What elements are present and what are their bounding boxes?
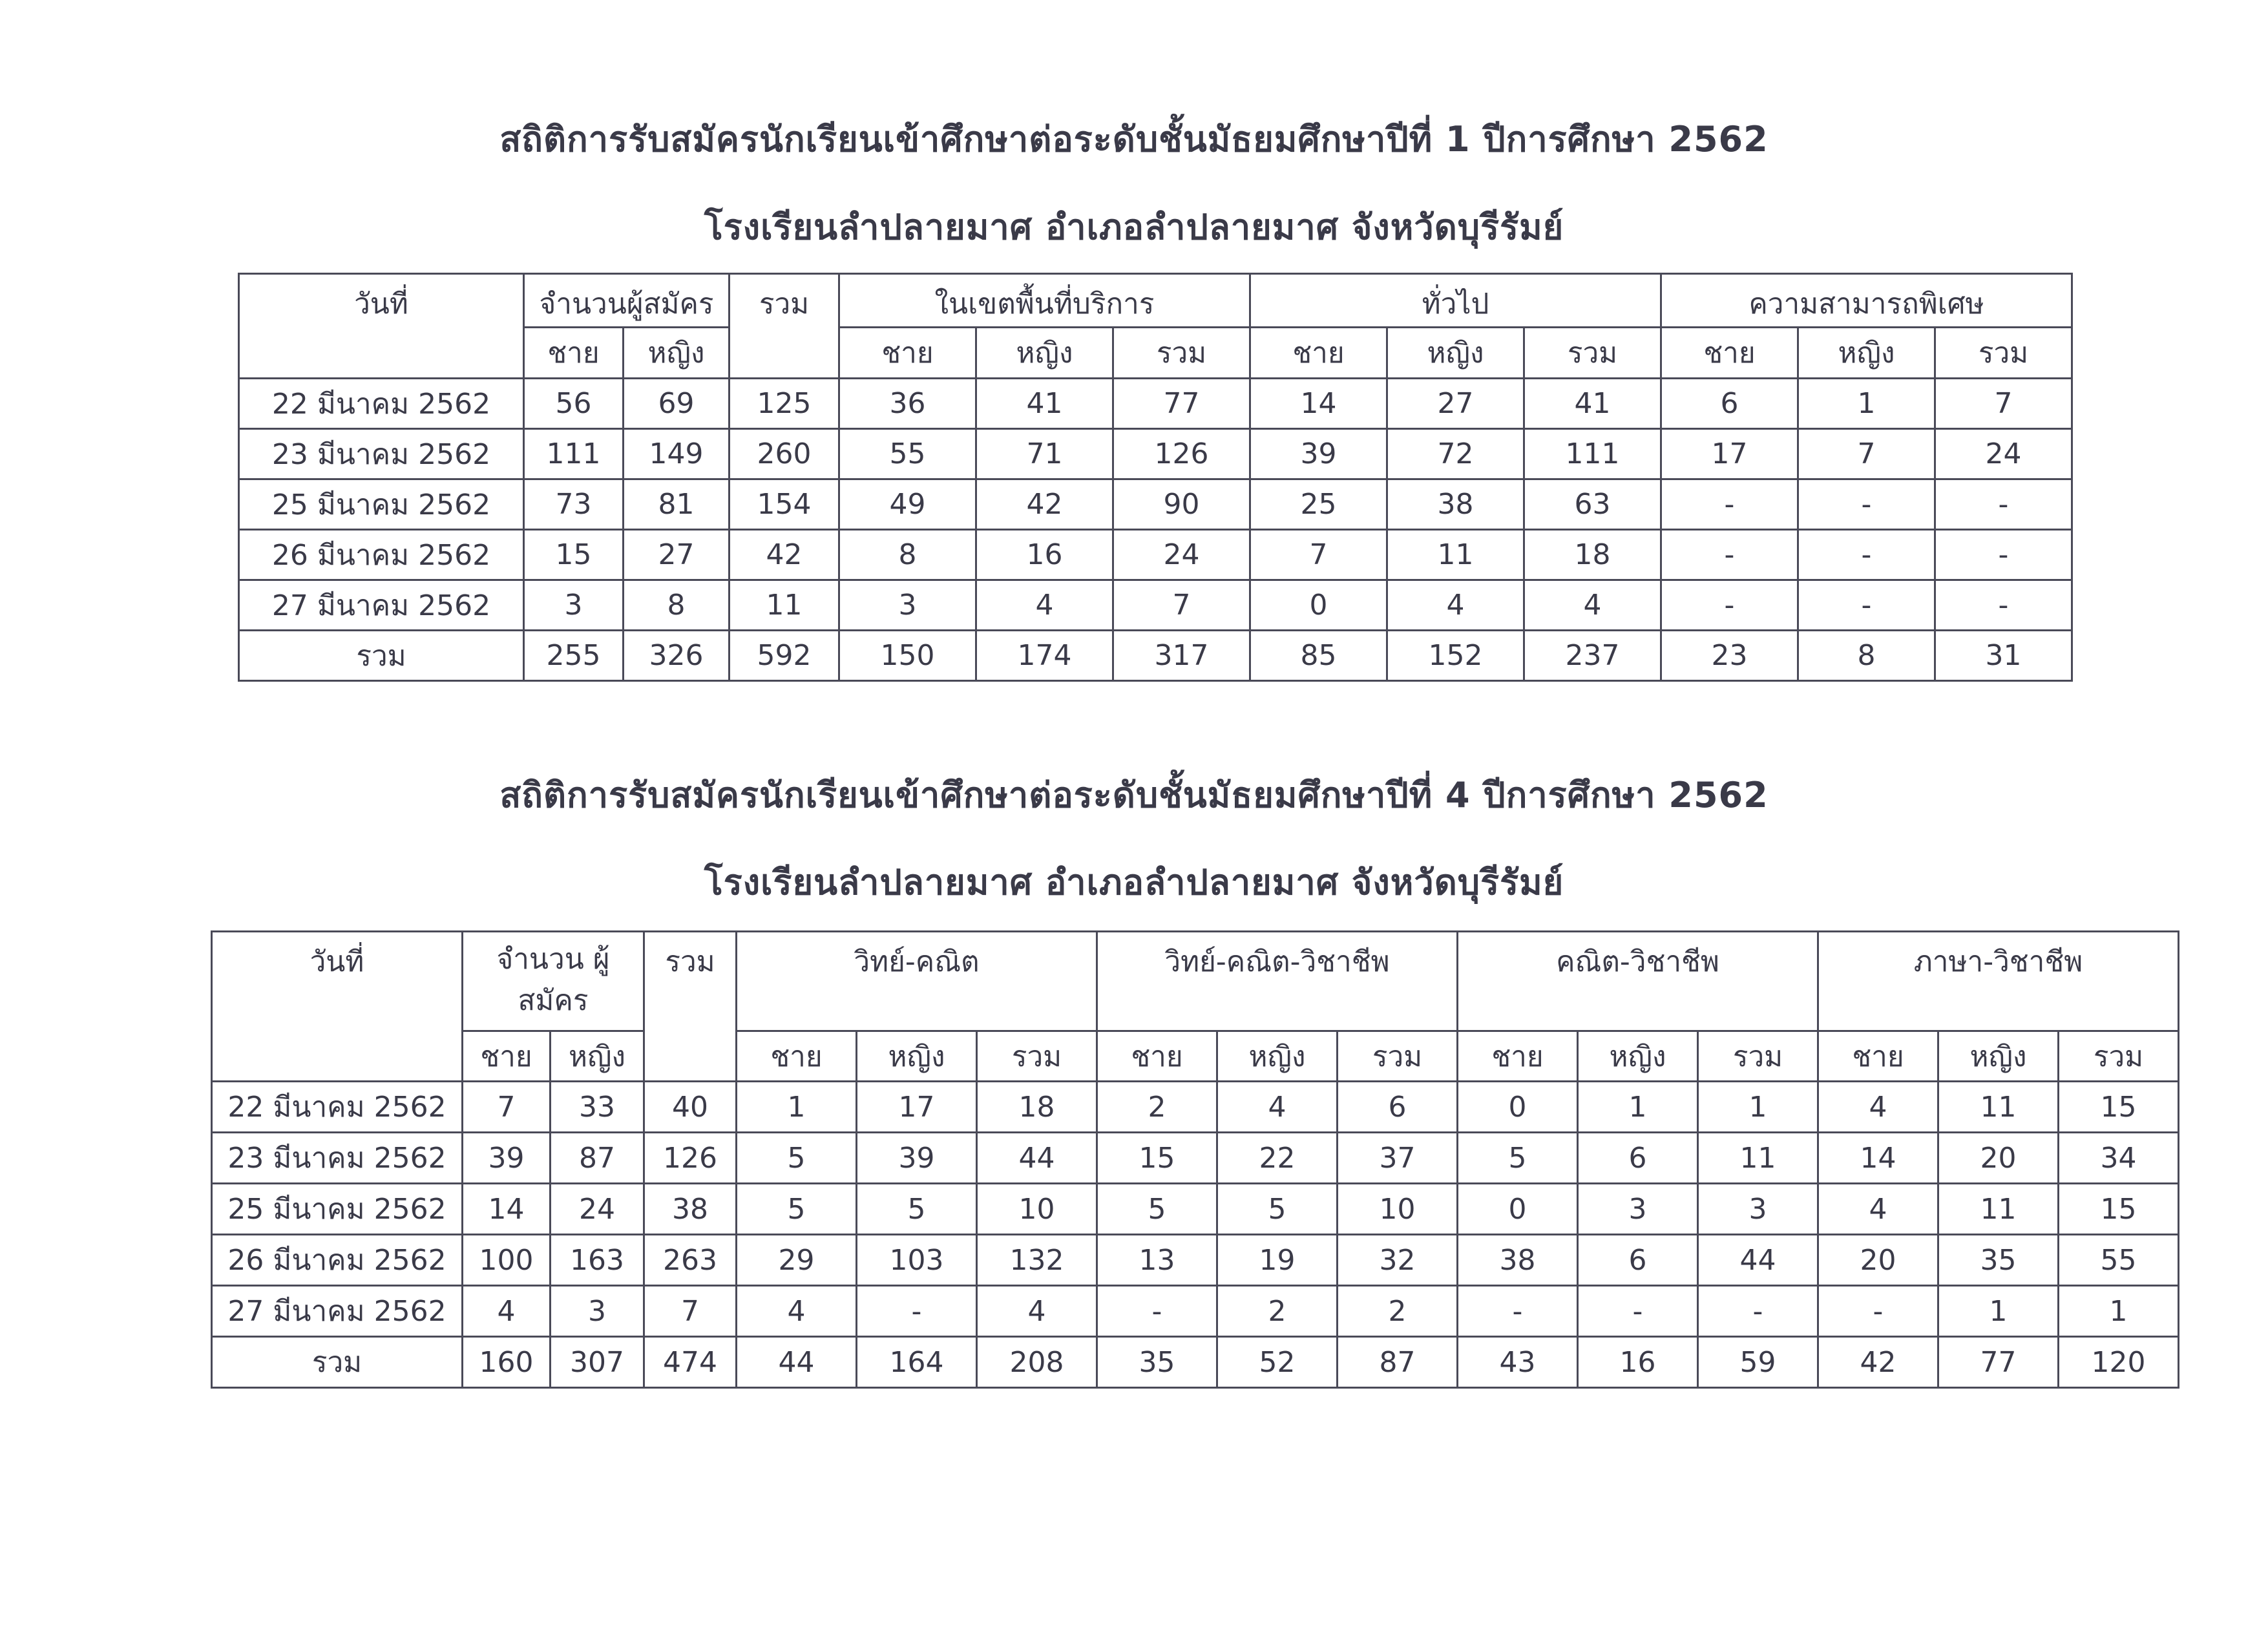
value-cell: 71 (976, 429, 1113, 479)
value-cell: 17 (1661, 429, 1798, 479)
value-cell: 152 (1387, 631, 1524, 681)
value-cell: 36 (839, 379, 976, 429)
value-cell: 11 (1698, 1133, 1818, 1184)
value-cell: 14 (1250, 379, 1387, 429)
header-group-sci-math: วิทย์-คณิต (737, 932, 1097, 1031)
value-cell: 19 (1217, 1235, 1338, 1286)
value-cell: 90 (1113, 479, 1250, 530)
value-cell: 5 (1097, 1184, 1217, 1235)
value-cell: 260 (730, 429, 839, 479)
value-cell: 32 (1338, 1235, 1458, 1286)
header-female: หญิง (1217, 1031, 1338, 1082)
value-cell: 39 (463, 1133, 551, 1184)
value-cell: 1 (1578, 1082, 1698, 1133)
header-sum: รวม (2059, 1031, 2179, 1082)
value-cell: 49 (839, 479, 976, 530)
total-row (212, 1337, 2179, 1388)
value-cell: 44 (1698, 1235, 1818, 1286)
value-cell: 3 (524, 580, 624, 631)
value-cell: - (1661, 580, 1798, 631)
value-cell: 42 (976, 479, 1113, 530)
header-female: หญิง (976, 328, 1113, 379)
header-group-special-talent: ความสามารถพิเศษ (1661, 274, 2072, 328)
value-cell: 24 (1113, 530, 1250, 580)
header-applicants: จำนวน ผู้สมัคร (463, 932, 644, 1031)
value-cell: 255 (524, 631, 624, 681)
m4-title: สถิติการรับสมัครนักเรียนเข้าศึกษาต่อระดับชั้นมัธยมศึกษาปีที่ 4 ปีการศึกษา 2562 (499, 775, 1769, 815)
value-cell: 3 (551, 1286, 644, 1337)
value-cell: 42 (730, 530, 839, 580)
value-cell: 35 (1097, 1337, 1217, 1388)
value-cell: 7 (1250, 530, 1387, 580)
header-female: หญิง (857, 1031, 977, 1082)
value-cell: - (1818, 1286, 1938, 1337)
date-cell: 23 มีนาคม 2562 (239, 429, 524, 479)
value-cell: 5 (737, 1133, 857, 1184)
value-cell: 15 (2059, 1184, 2179, 1235)
value-cell: 6 (1338, 1082, 1458, 1133)
value-cell: 77 (1113, 379, 1250, 429)
value-cell: 14 (1818, 1133, 1938, 1184)
header-applicants: จำนวนผู้สมัคร (524, 274, 730, 328)
date-cell: 27 มีนาคม 2562 (212, 1286, 463, 1337)
value-cell: 474 (644, 1337, 737, 1388)
value-cell: - (1935, 580, 2072, 631)
value-cell: 317 (1113, 631, 1250, 681)
value-cell: 55 (839, 429, 976, 479)
value-cell: 208 (977, 1337, 1097, 1388)
value-cell: 11 (1938, 1082, 2059, 1133)
value-cell: 77 (1938, 1337, 2059, 1388)
value-cell: 20 (1938, 1133, 2059, 1184)
value-cell: 592 (730, 631, 839, 681)
table-row (239, 530, 2072, 580)
table-row (239, 379, 2072, 429)
table-row (212, 1235, 2179, 1286)
value-cell: 31 (1935, 631, 2072, 681)
header-sum: รวม (1524, 328, 1661, 379)
value-cell: 5 (857, 1184, 977, 1235)
value-cell: 125 (730, 379, 839, 429)
value-cell: 85 (1250, 631, 1387, 681)
date-cell: 23 มีนาคม 2562 (212, 1133, 463, 1184)
value-cell: 4 (737, 1286, 857, 1337)
value-cell: 41 (1524, 379, 1661, 429)
value-cell: 0 (1458, 1082, 1578, 1133)
date-cell: 25 มีนาคม 2562 (239, 479, 524, 530)
value-cell: 23 (1661, 631, 1798, 681)
value-cell: 3 (1698, 1184, 1818, 1235)
value-cell: 5 (1217, 1184, 1338, 1235)
header-sum: รวม (1338, 1031, 1458, 1082)
date-cell: 26 มีนาคม 2562 (212, 1235, 463, 1286)
header-sum: รวม (1113, 328, 1250, 379)
m4-admission-table (211, 930, 2179, 1389)
value-cell: 4 (977, 1286, 1097, 1337)
header-male: ชาย (839, 328, 976, 379)
header-group-math-vocational: คณิต-วิชาชีพ (1458, 932, 1818, 1031)
date-cell: 22 มีนาคม 2562 (212, 1082, 463, 1133)
value-cell: 126 (1113, 429, 1250, 479)
header-date: วันที่ (212, 932, 463, 1082)
value-cell: 132 (977, 1235, 1097, 1286)
value-cell: 4 (1818, 1082, 1938, 1133)
value-cell: 103 (857, 1235, 977, 1286)
value-cell: 160 (463, 1337, 551, 1388)
value-cell: 10 (977, 1184, 1097, 1235)
value-cell: 174 (976, 631, 1113, 681)
table-row (212, 1184, 2179, 1235)
value-cell: 2 (1217, 1286, 1338, 1337)
value-cell: 22 (1217, 1133, 1338, 1184)
value-cell: 15 (1097, 1133, 1217, 1184)
value-cell: 1 (1698, 1082, 1818, 1133)
date-cell: 27 มีนาคม 2562 (239, 580, 524, 631)
value-cell: 10 (1338, 1184, 1458, 1235)
value-cell: 17 (857, 1082, 977, 1133)
value-cell: 11 (1938, 1184, 2059, 1235)
value-cell: 4 (976, 580, 1113, 631)
value-cell: 154 (730, 479, 839, 530)
value-cell: 149 (624, 429, 730, 479)
value-cell: 1 (1798, 379, 1935, 429)
date-cell: 26 มีนาคม 2562 (239, 530, 524, 580)
m4-table-body (212, 1082, 2179, 1388)
value-cell: - (1458, 1286, 1578, 1337)
header-female: หญิง (551, 1031, 644, 1082)
value-cell: 55 (2059, 1235, 2179, 1286)
value-cell: 37 (1338, 1133, 1458, 1184)
value-cell: 87 (551, 1133, 644, 1184)
header-total: รวม (730, 274, 839, 379)
value-cell: 4 (1217, 1082, 1338, 1133)
value-cell: - (1578, 1286, 1698, 1337)
header-group-service-area: ในเขตพื้นที่บริการ (839, 274, 1250, 328)
value-cell: 8 (839, 530, 976, 580)
value-cell: 44 (977, 1133, 1097, 1184)
value-cell: 2 (1338, 1286, 1458, 1337)
value-cell: 111 (1524, 429, 1661, 479)
value-cell: 4 (1387, 580, 1524, 631)
value-cell: 164 (857, 1337, 977, 1388)
header-male: ชาย (1818, 1031, 1938, 1082)
value-cell: 69 (624, 379, 730, 429)
header-male: ชาย (1458, 1031, 1578, 1082)
header-female: หญิง (624, 328, 730, 379)
value-cell: 1 (1938, 1286, 2059, 1337)
value-cell: 2 (1097, 1082, 1217, 1133)
date-cell: รวม (239, 631, 524, 681)
value-cell: 81 (624, 479, 730, 530)
header-male: ชาย (1097, 1031, 1217, 1082)
date-cell: 22 มีนาคม 2562 (239, 379, 524, 429)
value-cell: 3 (1578, 1184, 1698, 1235)
header-group-general: ทั่วไป (1250, 274, 1661, 328)
header-female: หญิง (1798, 328, 1935, 379)
value-cell: 6 (1661, 379, 1798, 429)
value-cell: - (1935, 479, 2072, 530)
value-cell: 63 (1524, 479, 1661, 530)
value-cell: 120 (2059, 1337, 2179, 1388)
value-cell: 7 (463, 1082, 551, 1133)
header-sum: รวม (977, 1031, 1097, 1082)
value-cell: 1 (2059, 1286, 2179, 1337)
header-group-sci-math-vocational: วิทย์-คณิต-วิชาชีพ (1097, 932, 1458, 1031)
header-male: ชาย (1250, 328, 1387, 379)
value-cell: 33 (551, 1082, 644, 1133)
value-cell: 27 (1387, 379, 1524, 429)
header-male: ชาย (524, 328, 624, 379)
value-cell: 13 (1097, 1235, 1217, 1286)
table-row (212, 1082, 2179, 1133)
value-cell: 44 (737, 1337, 857, 1388)
value-cell: 24 (551, 1184, 644, 1235)
value-cell: 4 (1818, 1184, 1938, 1235)
value-cell: 38 (1458, 1235, 1578, 1286)
value-cell: 11 (1387, 530, 1524, 580)
value-cell: 72 (1387, 429, 1524, 479)
value-cell: 34 (2059, 1133, 2179, 1184)
total-row (239, 631, 2072, 681)
value-cell: 126 (644, 1133, 737, 1184)
value-cell: 0 (1250, 580, 1387, 631)
value-cell: - (1935, 530, 2072, 580)
value-cell: 326 (624, 631, 730, 681)
value-cell: 7 (1113, 580, 1250, 631)
m1-admission-table (238, 273, 2073, 682)
value-cell: 38 (644, 1184, 737, 1235)
m1-title: สถิติการรับสมัครนักเรียนเข้าศึกษาต่อระดับชั้นมัธยมศึกษาปีที่ 1 ปีการศึกษา 2562 (499, 119, 1769, 160)
value-cell: 7 (1935, 379, 2072, 429)
value-cell: 16 (1578, 1337, 1698, 1388)
header-male: ชาย (737, 1031, 857, 1082)
value-cell: 73 (524, 479, 624, 530)
date-cell: 25 มีนาคม 2562 (212, 1184, 463, 1235)
table-row (239, 479, 2072, 530)
value-cell: 7 (644, 1286, 737, 1337)
value-cell: - (1661, 530, 1798, 580)
value-cell: 20 (1818, 1235, 1938, 1286)
value-cell: - (1798, 530, 1935, 580)
value-cell: 8 (624, 580, 730, 631)
m4-school-name: โรงเรียนลำปลายมาศ อำเภอลำปลายมาศ จังหวัดบุรีรัมย์ (704, 862, 1564, 903)
value-cell: 163 (551, 1235, 644, 1286)
header-group-language-vocational: ภาษา-วิชาชีพ (1818, 932, 2179, 1031)
value-cell: 18 (1524, 530, 1661, 580)
value-cell: 4 (1524, 580, 1661, 631)
header-female: หญิง (1387, 328, 1524, 379)
value-cell: 7 (1798, 429, 1935, 479)
value-cell: 35 (1938, 1235, 2059, 1286)
value-cell: 18 (977, 1082, 1097, 1133)
value-cell: 29 (737, 1235, 857, 1286)
value-cell: 25 (1250, 479, 1387, 530)
value-cell: 38 (1387, 479, 1524, 530)
value-cell: - (1661, 479, 1798, 530)
value-cell: 0 (1458, 1184, 1578, 1235)
value-cell: 6 (1578, 1235, 1698, 1286)
header-sum: รวม (1935, 328, 2072, 379)
value-cell: - (857, 1286, 977, 1337)
table-row (212, 1133, 2179, 1184)
value-cell: 52 (1217, 1337, 1338, 1388)
value-cell: 263 (644, 1235, 737, 1286)
header-total: รวม (644, 932, 737, 1082)
value-cell: - (1698, 1286, 1818, 1337)
table-row (239, 429, 2072, 479)
value-cell: 14 (463, 1184, 551, 1235)
value-cell: 16 (976, 530, 1113, 580)
value-cell: 237 (1524, 631, 1661, 681)
value-cell: 42 (1818, 1337, 1938, 1388)
value-cell: 59 (1698, 1337, 1818, 1388)
value-cell: 43 (1458, 1337, 1578, 1388)
value-cell: 15 (2059, 1082, 2179, 1133)
value-cell: 11 (730, 580, 839, 631)
value-cell: 5 (1458, 1133, 1578, 1184)
header-female: หญิง (1578, 1031, 1698, 1082)
value-cell: 6 (1578, 1133, 1698, 1184)
value-cell: 4 (463, 1286, 551, 1337)
value-cell: 1 (737, 1082, 857, 1133)
value-cell: 40 (644, 1082, 737, 1133)
date-cell: รวม (212, 1337, 463, 1388)
value-cell: 111 (524, 429, 624, 479)
header-date: วันที่ (239, 274, 524, 379)
value-cell: - (1097, 1286, 1217, 1337)
value-cell: 87 (1338, 1337, 1458, 1388)
value-cell: 5 (737, 1184, 857, 1235)
value-cell: 8 (1798, 631, 1935, 681)
value-cell: - (1798, 479, 1935, 530)
m1-table-body (239, 379, 2072, 681)
value-cell: 3 (839, 580, 976, 631)
value-cell: 100 (463, 1235, 551, 1286)
table-row (239, 580, 2072, 631)
value-cell: 150 (839, 631, 976, 681)
value-cell: 27 (624, 530, 730, 580)
m1-school-name: โรงเรียนลำปลายมาศ อำเภอลำปลายมาศ จังหวัดบุรีรัมย์ (704, 207, 1564, 247)
value-cell: 24 (1935, 429, 2072, 479)
value-cell: 15 (524, 530, 624, 580)
value-cell: 307 (551, 1337, 644, 1388)
value-cell: - (1798, 580, 1935, 631)
header-female: หญิง (1938, 1031, 2059, 1082)
header-male: ชาย (1661, 328, 1798, 379)
value-cell: 39 (1250, 429, 1387, 479)
value-cell: 56 (524, 379, 624, 429)
value-cell: 41 (976, 379, 1113, 429)
header-male: ชาย (463, 1031, 551, 1082)
value-cell: 39 (857, 1133, 977, 1184)
table-row (212, 1286, 2179, 1337)
header-sum: รวม (1698, 1031, 1818, 1082)
